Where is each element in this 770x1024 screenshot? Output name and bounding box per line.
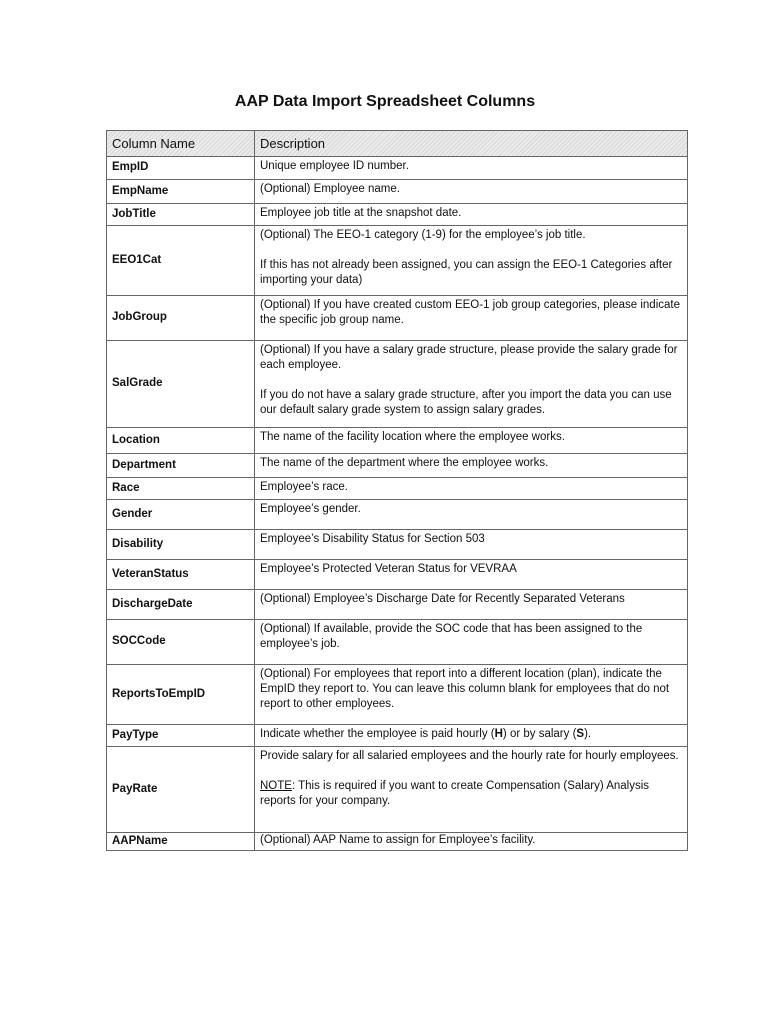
paytype-text-after: ). [584,728,592,740]
description-cell [255,296,688,341]
table-row [107,725,688,747]
column-name-cell: Department [107,454,255,478]
paytype-text-before: Indicate whether the employee is paid hourly ( [260,728,495,740]
table-row [107,341,688,428]
description-text: (Optional) Employee’s Discharge Date for Recently Separated Veterans [260,593,625,605]
description-cell [255,157,688,180]
table-row [107,665,688,725]
column-name-cell: PayType [107,725,255,747]
page-title: AAP Data Import Spreadsheet Columns [234,93,536,110]
description-cell [255,478,688,500]
description-text: Unique employee ID number. [260,160,409,172]
description-cell [255,226,688,296]
description-text: Employee job title at the snapshot date. [260,207,462,219]
description-cell [255,180,688,204]
description-header: Description [255,131,688,157]
column-name-cell: EmpName [107,180,255,204]
note-text [260,779,682,809]
column-name-cell: JobTitle [107,204,255,226]
description-text: Provide salary for all salaried employees and the hourly rate for hourly employees. [260,750,679,762]
description-cell [255,454,688,478]
description-text: (Optional) AAP Name to assign for Employee’s facility. [260,834,536,846]
table-row [107,296,688,341]
column-name-cell: DischargeDate [107,590,255,620]
description-text: The name of the department where the employee works. [260,457,549,469]
table-row [107,180,688,204]
column-name-cell: Gender [107,500,255,530]
column-name-cell: SOCCode [107,620,255,665]
hourly-code: H [494,728,503,740]
table-row [107,157,688,180]
description-text: If you do not have a salary grade structure, after you import the data you can use our default salary grade system to assign salary grades. [260,389,672,416]
description-text: (Optional) For employees that report into a different location (plan), indicate the EmpID they report to. You can leave this column blank for employees that do not report to other employees. [260,668,670,710]
paytype-text-middle: ) or by salary ( [502,728,577,740]
note-label: NOTE [260,780,292,792]
description-cell [255,341,688,428]
column-name-header: Column Name [107,131,255,157]
table-row [107,454,688,478]
description-cell [255,747,688,833]
table-row [107,747,688,833]
note-body: : This is required if you want to create Compensation (Salary) Analysis reports for your company. [260,780,650,807]
columns-table [106,130,688,851]
description-text: (Optional) The EEO-1 category (1-9) for the employee’s job title. [260,229,586,241]
column-name-cell: Race [107,478,255,500]
table-row [107,226,688,296]
table-row [107,500,688,530]
description-cell [255,530,688,560]
table-row [107,833,688,851]
description-text: The name of the facility location where the employee works. [260,431,565,443]
column-name-cell: EEO1Cat [107,226,255,296]
description-cell [255,560,688,590]
table-row [107,590,688,620]
column-name-cell: ReportsToEmpID [107,665,255,725]
column-name-cell: Disability [107,530,255,560]
description-text: Employee’s Disability Status for Section 503 [260,533,485,545]
column-name-cell: Location [107,428,255,454]
salary-code: S [576,728,585,740]
description-text: If this has not already been assigned, you can assign the EEO-1 Categories after importing your data) [260,259,673,286]
description-cell [255,725,688,747]
description-cell [255,665,688,725]
description-text [260,727,682,742]
description-text: (Optional) If you have created custom EEO-1 job group categories, please indicate the specific job group name. [260,299,680,326]
column-name-cell: PayRate [107,747,255,833]
column-name-cell: VeteranStatus [107,560,255,590]
description-text: Employee’s gender. [260,503,361,515]
description-cell [255,204,688,226]
table-header-row [107,131,688,157]
table-row [107,428,688,454]
description-cell [255,428,688,454]
column-name-cell: EmpID [107,157,255,180]
table-row [107,478,688,500]
column-name-cell: JobGroup [107,296,255,341]
table-row [107,560,688,590]
column-name-cell: SalGrade [107,341,255,428]
description-text: (Optional) Employee name. [260,183,400,195]
description-text: Employee’s race. [260,481,348,493]
description-cell [255,833,688,851]
table-row [107,620,688,665]
description-cell [255,620,688,665]
description-text: Employee’s Protected Veteran Status for VEVRAA [260,563,517,575]
table-row [107,530,688,560]
description-text: (Optional) If you have a salary grade structure, please provide the salary grade for each employee. [260,344,678,371]
column-name-cell: AAPName [107,833,255,851]
description-cell [255,500,688,530]
description-text: (Optional) If available, provide the SOC code that has been assigned to the employee’s job. [260,623,643,650]
description-cell [255,590,688,620]
table-row [107,204,688,226]
